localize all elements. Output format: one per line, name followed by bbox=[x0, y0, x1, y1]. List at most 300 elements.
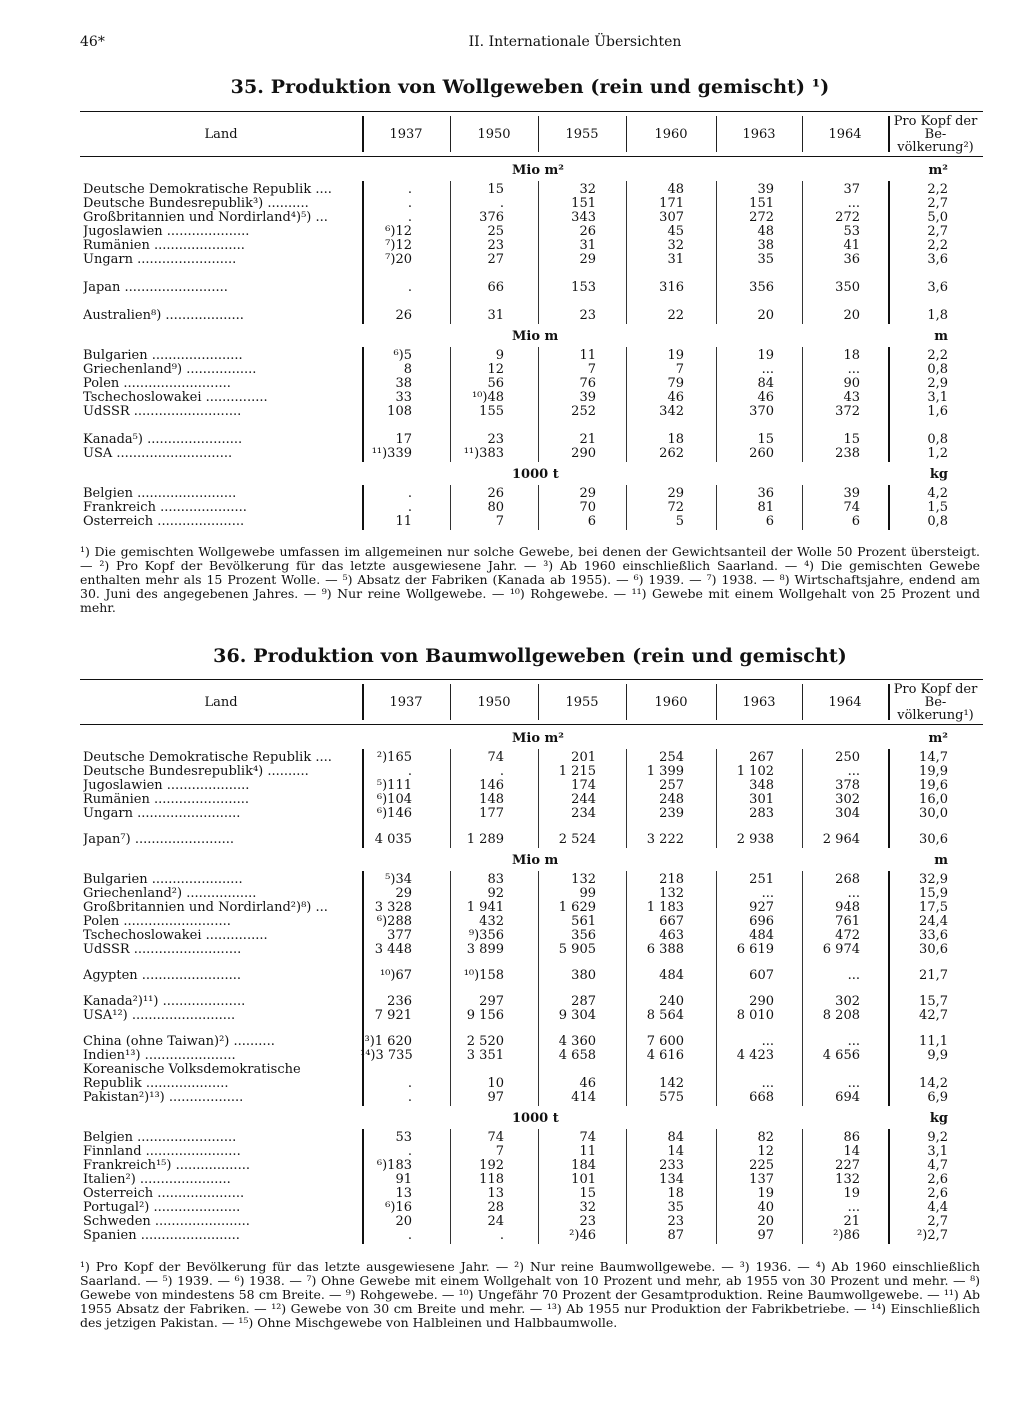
cell-value: 8 010 bbox=[736, 1008, 774, 1023]
cell-value: 227 bbox=[835, 1158, 860, 1173]
country-name: Österreich ..................... bbox=[83, 1187, 245, 1201]
column-header: 1937 bbox=[389, 694, 423, 710]
cell-value: ⁶)12 bbox=[385, 224, 412, 239]
cell-value: 184 bbox=[571, 1158, 596, 1173]
cell-value: 40 bbox=[757, 1200, 774, 1215]
country-name: Rumänien ...................... bbox=[83, 239, 245, 253]
cell-value: 23 bbox=[667, 1214, 684, 1229]
country-name: Republik .................... bbox=[83, 1077, 229, 1091]
table-header bbox=[80, 679, 983, 725]
table-row bbox=[80, 1131, 983, 1145]
cell-value: ³)1 620 bbox=[364, 1034, 412, 1049]
cell-value: ⁶)16 bbox=[385, 1200, 412, 1215]
cell-value: 1,5 bbox=[927, 500, 948, 515]
cell-value: 32 bbox=[579, 182, 596, 197]
cell-value: 6 974 bbox=[822, 942, 860, 957]
cell-value: . bbox=[407, 1090, 412, 1105]
cell-value: 267 bbox=[749, 750, 774, 765]
table36-title: 36. Produktion von Baumwollgeweben (rein und gemischt) bbox=[213, 645, 847, 667]
country-name: Spanien ........................ bbox=[83, 1229, 240, 1243]
cell-value: . bbox=[407, 1144, 412, 1159]
cell-value: 14,7 bbox=[919, 750, 948, 765]
unit-label: Mio m² bbox=[512, 731, 564, 746]
country-name: Portugal²) ..................... bbox=[83, 1201, 241, 1215]
country-name: Tschechoslowakei ............... bbox=[83, 929, 268, 943]
cell-value: 46 bbox=[667, 390, 684, 405]
cell-value: 9,9 bbox=[927, 1048, 948, 1063]
cell-value: 17,5 bbox=[919, 900, 948, 915]
table36-footnotes: ¹) Pro Kopf der Bevölkerung für das letzte ausgewiesene Jahr. — ²) Nur reine Baumwollgewebe. — ³) 1936. — ⁴) Ab 1960 einschließlich Saarland. — ⁵) 1939. — ⁶) 1938. — ⁷) Ohne Gewebe mit einem Wollgehalt von 10 Prozent und mehr, ab 1955 von 30 Prozent und mehr. — ⁸) Gewebe von mindestens 58 cm Breite. — ⁹) Rohgewebe. — ¹⁰) Ungefähr 70 Prozent der Gesamtproduktion. Reine Baumwollgewebe. — ¹¹) Ab 1955 Absatz der Fabriken. — ¹²) Gewebe von 30 cm Breite und mehr. — ¹³) Ab 1955 nur Produktion der Fabrikbetriebe. — ¹⁴) Einschließlich des jetzigen Pakistan. — ¹⁵) Ohne Mischgewebe von Halbleinen und Halbbaumwolle. bbox=[80, 1259, 980, 1330]
unit-label: Mio m bbox=[512, 329, 559, 344]
country-name: Frankreich ..................... bbox=[83, 501, 247, 515]
cell-value: 21 bbox=[843, 1214, 860, 1229]
column-header: 1950 bbox=[477, 126, 511, 142]
cell-value: 6 619 bbox=[736, 942, 774, 957]
cell-value: 23 bbox=[487, 238, 504, 253]
cell-value: ¹⁴)3 735 bbox=[360, 1048, 413, 1063]
cell-value: 927 bbox=[749, 900, 774, 915]
country-name: Polen .......................... bbox=[83, 377, 231, 391]
cell-value: 48 bbox=[757, 224, 774, 239]
table-row bbox=[80, 1215, 983, 1229]
table-row bbox=[80, 1145, 983, 1159]
cell-value: 250 bbox=[835, 750, 860, 765]
cell-value: ¹¹)383 bbox=[463, 446, 504, 461]
cell-value: 9 304 bbox=[558, 1008, 596, 1023]
cell-value: 153 bbox=[571, 280, 596, 295]
country-name: Deutsche Bundesrepublik⁴) .......... bbox=[83, 765, 309, 779]
cell-value: ... bbox=[847, 968, 860, 983]
cell-value: 19,9 bbox=[919, 764, 948, 779]
cell-value: 484 bbox=[659, 968, 684, 983]
cell-value: 2 938 bbox=[736, 832, 774, 847]
table-row bbox=[80, 1173, 983, 1187]
country-name: UdSSR .......................... bbox=[83, 405, 242, 419]
cell-value: ... bbox=[847, 886, 860, 901]
table-row bbox=[80, 225, 983, 239]
cell-value: 97 bbox=[487, 1090, 504, 1105]
cell-value: 24 bbox=[487, 1214, 504, 1229]
cell-value: 39 bbox=[579, 390, 596, 405]
cell-value: 248 bbox=[659, 792, 684, 807]
table-row bbox=[80, 969, 983, 983]
country-name: Finnland ....................... bbox=[83, 1145, 241, 1159]
cell-value: 9,2 bbox=[927, 1130, 948, 1145]
cell-value: 82 bbox=[757, 1130, 774, 1145]
cell-value: 15 bbox=[579, 1186, 596, 1201]
table-row bbox=[80, 915, 983, 929]
cell-value: 87 bbox=[667, 1228, 684, 1243]
cell-value: 1,8 bbox=[927, 308, 948, 323]
cell-value: 151 bbox=[749, 196, 774, 211]
cell-value: 432 bbox=[479, 914, 504, 929]
table-row bbox=[80, 253, 983, 267]
cell-value: 38 bbox=[757, 238, 774, 253]
table-row bbox=[80, 1159, 983, 1173]
cell-value: 6 bbox=[765, 514, 774, 529]
country-name: Frankreich¹⁵) .................. bbox=[83, 1159, 250, 1173]
cell-value: 79 bbox=[667, 376, 684, 391]
cell-value: 3,6 bbox=[927, 280, 948, 295]
cell-value: 233 bbox=[659, 1158, 684, 1173]
cell-value: 20 bbox=[757, 308, 774, 323]
cell-value: 97 bbox=[757, 1228, 774, 1243]
cell-value: . bbox=[407, 182, 412, 197]
column-header: 1963 bbox=[742, 126, 776, 142]
table-row bbox=[80, 1229, 983, 1243]
table-row bbox=[80, 1049, 983, 1063]
country-name: Belgien ........................ bbox=[83, 1131, 237, 1145]
cell-value: 2,6 bbox=[927, 1186, 948, 1201]
cell-value: 132 bbox=[659, 886, 684, 901]
cell-value: 14,2 bbox=[919, 1076, 948, 1091]
cell-value: 35 bbox=[667, 1200, 684, 1215]
cell-value: 343 bbox=[571, 210, 596, 225]
cell-value: 3,1 bbox=[927, 1144, 948, 1159]
cell-value: 41 bbox=[843, 238, 860, 253]
cell-value: 350 bbox=[835, 280, 860, 295]
table-row bbox=[80, 405, 983, 419]
table-row bbox=[80, 833, 983, 847]
cell-value: 0,8 bbox=[927, 362, 948, 377]
column-header: 1964 bbox=[828, 694, 862, 710]
table-row bbox=[80, 793, 983, 807]
cell-value: 80 bbox=[487, 500, 504, 515]
cell-value: ⁷)12 bbox=[385, 238, 412, 253]
cell-value: 9 bbox=[495, 348, 504, 363]
cell-value: ⁷)20 bbox=[385, 252, 412, 267]
unit-label-per-capita: m² bbox=[928, 163, 948, 178]
cell-value: 3,6 bbox=[927, 252, 948, 267]
section-title: II. Internationale Übersichten bbox=[468, 34, 682, 50]
column-header: 1955 bbox=[565, 126, 599, 142]
cell-value: 6 bbox=[851, 514, 860, 529]
cell-value: 32 bbox=[667, 238, 684, 253]
cell-value: 7 bbox=[675, 362, 684, 377]
cell-value: 2,2 bbox=[927, 238, 948, 253]
country-name: USA¹²) ......................... bbox=[83, 1009, 236, 1023]
cell-value: 290 bbox=[571, 446, 596, 461]
country-name: Jugoslawien .................... bbox=[83, 225, 250, 239]
cell-value: 4,7 bbox=[927, 1158, 948, 1173]
cell-value: 11 bbox=[579, 1144, 596, 1159]
cell-value: 9 156 bbox=[466, 1008, 504, 1023]
cell-value: 31 bbox=[579, 238, 596, 253]
cell-value: 342 bbox=[659, 404, 684, 419]
cell-value: 1 941 bbox=[466, 900, 504, 915]
cell-value: 8 208 bbox=[822, 1008, 860, 1023]
cell-value: 234 bbox=[571, 806, 596, 821]
table-row bbox=[80, 281, 983, 295]
cell-value: 15,7 bbox=[919, 994, 948, 1009]
cell-value: 15 bbox=[843, 432, 860, 447]
cell-value: 20 bbox=[395, 1214, 412, 1229]
cell-value: 12 bbox=[487, 362, 504, 377]
column-header: 1960 bbox=[654, 694, 688, 710]
cell-value: 4 616 bbox=[646, 1048, 684, 1063]
cell-value: 132 bbox=[835, 1172, 860, 1187]
table-row bbox=[80, 183, 983, 197]
cell-value: 90 bbox=[843, 376, 860, 391]
cell-value: 1 399 bbox=[646, 764, 684, 779]
table36 bbox=[80, 679, 983, 1249]
cell-value: 283 bbox=[749, 806, 774, 821]
page-number: 46* bbox=[80, 34, 105, 50]
country-name: Österreich ..................... bbox=[83, 515, 245, 529]
cell-value: 30,6 bbox=[919, 942, 948, 957]
cell-value: 15 bbox=[757, 432, 774, 447]
cell-value: 2,2 bbox=[927, 348, 948, 363]
cell-value: ... bbox=[847, 1034, 860, 1049]
cell-value: ¹⁰)48 bbox=[471, 390, 504, 405]
cell-value: 33 bbox=[395, 390, 412, 405]
cell-value: 5 905 bbox=[558, 942, 596, 957]
cell-value: 2,7 bbox=[927, 196, 948, 211]
cell-value: 29 bbox=[579, 252, 596, 267]
cell-value: 19 bbox=[667, 348, 684, 363]
cell-value: 99 bbox=[579, 886, 596, 901]
cell-value: . bbox=[407, 764, 412, 779]
table-row bbox=[80, 1035, 983, 1049]
cell-value: . bbox=[407, 500, 412, 515]
cell-value: 948 bbox=[835, 900, 860, 915]
cell-value: 39 bbox=[843, 486, 860, 501]
table-row bbox=[80, 447, 983, 461]
cell-value: 302 bbox=[835, 792, 860, 807]
cell-value: ²)86 bbox=[833, 1228, 860, 1243]
cell-value: 307 bbox=[659, 210, 684, 225]
country-name: Rumänien ....................... bbox=[83, 793, 250, 807]
cell-value: 1,2 bbox=[927, 446, 948, 461]
cell-value: ... bbox=[847, 362, 860, 377]
cell-value: 19 bbox=[757, 348, 774, 363]
country-name: UdSSR .......................... bbox=[83, 943, 242, 957]
cell-value: 4 423 bbox=[736, 1048, 774, 1063]
cell-value: 7 600 bbox=[646, 1034, 684, 1049]
cell-value: ⁶)104 bbox=[376, 792, 412, 807]
cell-value: . bbox=[499, 196, 504, 211]
cell-value: 21 bbox=[579, 432, 596, 447]
cell-value: 1 183 bbox=[646, 900, 684, 915]
cell-value: 137 bbox=[749, 1172, 774, 1187]
cell-value: 8 564 bbox=[646, 1008, 684, 1023]
cell-value: 372 bbox=[835, 404, 860, 419]
cell-value: . bbox=[407, 280, 412, 295]
cell-value: ... bbox=[761, 362, 774, 377]
table-row bbox=[80, 1201, 983, 1215]
table-row bbox=[80, 1009, 983, 1023]
cell-value: 29 bbox=[579, 486, 596, 501]
cell-value: 13 bbox=[487, 1186, 504, 1201]
cell-value: 378 bbox=[835, 778, 860, 793]
cell-value: 25 bbox=[487, 224, 504, 239]
cell-value: 254 bbox=[659, 750, 684, 765]
country-name: Deutsche Bundesrepublik³) .......... bbox=[83, 197, 309, 211]
cell-value: 7 bbox=[495, 1144, 504, 1159]
cell-value: 155 bbox=[479, 404, 504, 419]
table-row bbox=[80, 1063, 983, 1077]
cell-value: . bbox=[407, 1076, 412, 1091]
cell-value: 26 bbox=[395, 308, 412, 323]
table-row bbox=[80, 349, 983, 363]
cell-value: 11 bbox=[395, 514, 412, 529]
cell-value: 13 bbox=[395, 1186, 412, 1201]
cell-value: 561 bbox=[571, 914, 596, 929]
cell-value: . bbox=[407, 210, 412, 225]
cell-value: 16,0 bbox=[919, 792, 948, 807]
cell-value: ⁶)183 bbox=[376, 1158, 412, 1173]
cell-value: 484 bbox=[749, 928, 774, 943]
column-header: 1950 bbox=[477, 694, 511, 710]
cell-value: 72 bbox=[667, 500, 684, 515]
cell-value: 239 bbox=[659, 806, 684, 821]
cell-value: 463 bbox=[659, 928, 684, 943]
cell-value: ⁵)34 bbox=[385, 872, 412, 887]
cell-value: 257 bbox=[659, 778, 684, 793]
cell-value: 2 520 bbox=[466, 1034, 504, 1049]
country-name: Ungarn ......................... bbox=[83, 807, 241, 821]
country-name: Tschechoslowakei ............... bbox=[83, 391, 268, 405]
cell-value: 18 bbox=[667, 1186, 684, 1201]
cell-value: 14 bbox=[667, 1144, 684, 1159]
cell-value: ⁶)5 bbox=[393, 348, 412, 363]
cell-value: 74 bbox=[487, 1130, 504, 1145]
cell-value: 26 bbox=[487, 486, 504, 501]
table-row bbox=[80, 1187, 983, 1201]
cell-value: ... bbox=[847, 764, 860, 779]
cell-value: 74 bbox=[843, 500, 860, 515]
cell-value: ... bbox=[761, 1034, 774, 1049]
column-header: Pro Kopf der Be- völkerung¹) bbox=[893, 681, 978, 723]
cell-value: 31 bbox=[667, 252, 684, 267]
cell-value: 1 102 bbox=[736, 764, 774, 779]
cell-value: 84 bbox=[757, 376, 774, 391]
cell-value: 3 222 bbox=[646, 832, 684, 847]
table-row bbox=[80, 765, 983, 779]
unit-label: Mio m² bbox=[512, 163, 564, 178]
column-header: 1963 bbox=[742, 694, 776, 710]
table-row bbox=[80, 211, 983, 225]
cell-value: 32 bbox=[579, 1200, 596, 1215]
cell-value: . bbox=[499, 764, 504, 779]
country-name: Kanada⁵) ....................... bbox=[83, 433, 243, 447]
cell-value: 301 bbox=[749, 792, 774, 807]
cell-value: 22 bbox=[667, 308, 684, 323]
cell-value: 7 bbox=[495, 514, 504, 529]
cell-value: 2,6 bbox=[927, 1172, 948, 1187]
country-name: Ägypten ........................ bbox=[83, 969, 241, 983]
cell-value: 74 bbox=[487, 750, 504, 765]
cell-value: 76 bbox=[579, 376, 596, 391]
cell-value: 2 964 bbox=[822, 832, 860, 847]
cell-value: 4 656 bbox=[822, 1048, 860, 1063]
cell-value: 3,1 bbox=[927, 390, 948, 405]
cell-value: 6,9 bbox=[927, 1090, 948, 1105]
cell-value: 414 bbox=[571, 1090, 596, 1105]
cell-value: 0,8 bbox=[927, 514, 948, 529]
cell-value: ... bbox=[847, 1200, 860, 1215]
cell-value: 29 bbox=[395, 886, 412, 901]
cell-value: 70 bbox=[579, 500, 596, 515]
cell-value: 694 bbox=[835, 1090, 860, 1105]
country-name: Jugoslawien .................... bbox=[83, 779, 250, 793]
cell-value: 81 bbox=[757, 500, 774, 515]
cell-value: ¹⁰)158 bbox=[463, 968, 504, 983]
cell-value: ²)165 bbox=[376, 750, 412, 765]
cell-value: 20 bbox=[757, 1214, 774, 1229]
cell-value: 3 328 bbox=[374, 900, 412, 915]
cell-value: 4,2 bbox=[927, 486, 948, 501]
cell-value: 46 bbox=[757, 390, 774, 405]
cell-value: 2,2 bbox=[927, 182, 948, 197]
cell-value: 348 bbox=[749, 778, 774, 793]
country-name: USA ............................ bbox=[83, 447, 233, 461]
cell-value: . bbox=[407, 486, 412, 501]
cell-value: 302 bbox=[835, 994, 860, 1009]
cell-value: 1,6 bbox=[927, 404, 948, 419]
cell-value: 48 bbox=[667, 182, 684, 197]
cell-value: 15 bbox=[487, 182, 504, 197]
cell-value: 18 bbox=[843, 348, 860, 363]
cell-value: 268 bbox=[835, 872, 860, 887]
cell-value: 118 bbox=[479, 1172, 504, 1187]
cell-value: 244 bbox=[571, 792, 596, 807]
cell-value: ²)46 bbox=[569, 1228, 596, 1243]
cell-value: 142 bbox=[659, 1076, 684, 1091]
country-name: Japan ......................... bbox=[83, 281, 228, 295]
cell-value: 86 bbox=[843, 1130, 860, 1145]
cell-value: 238 bbox=[835, 446, 860, 461]
unit-label: 1000 t bbox=[512, 1111, 559, 1126]
cell-value: 23 bbox=[487, 432, 504, 447]
cell-value: 1 215 bbox=[558, 764, 596, 779]
country-name: Großbritannien und Nordirland⁴)⁵) ... bbox=[83, 211, 328, 225]
cell-value: 4 658 bbox=[558, 1048, 596, 1063]
cell-value: ¹¹)339 bbox=[371, 446, 412, 461]
cell-value: 6 388 bbox=[646, 942, 684, 957]
cell-value: 218 bbox=[659, 872, 684, 887]
table-row bbox=[80, 779, 983, 793]
cell-value: 761 bbox=[835, 914, 860, 929]
country-name: Polen .......................... bbox=[83, 915, 231, 929]
cell-value: 0,8 bbox=[927, 432, 948, 447]
cell-value: 4 035 bbox=[374, 832, 412, 847]
cell-value: 1 629 bbox=[558, 900, 596, 915]
cell-value: . bbox=[407, 1228, 412, 1243]
cell-value: 14 bbox=[843, 1144, 860, 1159]
cell-value: 83 bbox=[487, 872, 504, 887]
cell-value: 36 bbox=[843, 252, 860, 267]
cell-value: 7 bbox=[587, 362, 596, 377]
cell-value: ⁶)146 bbox=[376, 806, 412, 821]
country-name: Deutsche Demokratische Republik .... bbox=[83, 183, 332, 197]
table-row bbox=[80, 363, 983, 377]
cell-value: 35 bbox=[757, 252, 774, 267]
cell-value: 74 bbox=[579, 1130, 596, 1145]
country-name: Bulgarien ...................... bbox=[83, 873, 243, 887]
cell-value: 29 bbox=[667, 486, 684, 501]
cell-value: 575 bbox=[659, 1090, 684, 1105]
running-header bbox=[80, 34, 980, 54]
cell-value: 19,6 bbox=[919, 778, 948, 793]
table-header bbox=[80, 111, 983, 157]
cell-value: 132 bbox=[571, 872, 596, 887]
cell-value: 297 bbox=[479, 994, 504, 1009]
cell-value: 108 bbox=[387, 404, 412, 419]
cell-value: ... bbox=[761, 886, 774, 901]
cell-value: ⁹)356 bbox=[468, 928, 504, 943]
cell-value: 6 bbox=[587, 514, 596, 529]
